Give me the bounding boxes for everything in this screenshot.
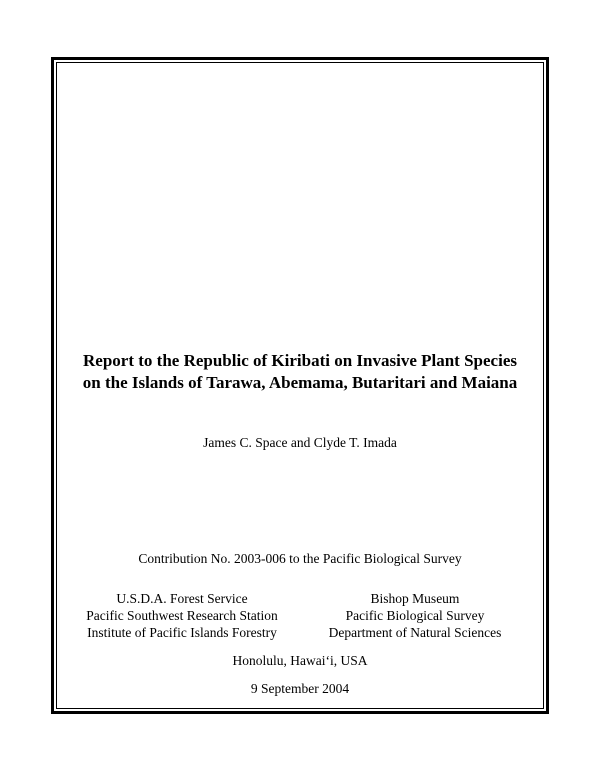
affiliation-usda	[82, 590, 282, 641]
affiliation-line: U.S.D.A. Forest Service	[116, 591, 248, 606]
affiliation-line: Bishop Museum	[370, 591, 460, 606]
authors: James C. Space and Clyde T. Imada	[203, 435, 397, 450]
report-title	[56, 350, 544, 394]
title-line-2: on the Islands of Tarawa, Abemama, Butaritari and Maiana	[82, 373, 518, 392]
title-line-1: Report to the Republic of Kiribati on Invasive Plant Species	[83, 351, 517, 370]
publication-date: 9 September 2004	[250, 681, 350, 696]
affiliation-line: Institute of Pacific Islands Forestry	[87, 625, 277, 640]
affiliation-bishop-museum	[320, 590, 510, 641]
contribution-note: Contribution No. 2003-006 to the Pacific Biological Survey	[138, 551, 462, 566]
affiliation-line: Pacific Southwest Research Station	[86, 608, 278, 623]
affiliation-line: Pacific Biological Survey	[345, 608, 485, 623]
affiliation-line: Department of Natural Sciences	[328, 625, 502, 640]
location: Honolulu, Hawai‘i, USA	[232, 653, 368, 668]
